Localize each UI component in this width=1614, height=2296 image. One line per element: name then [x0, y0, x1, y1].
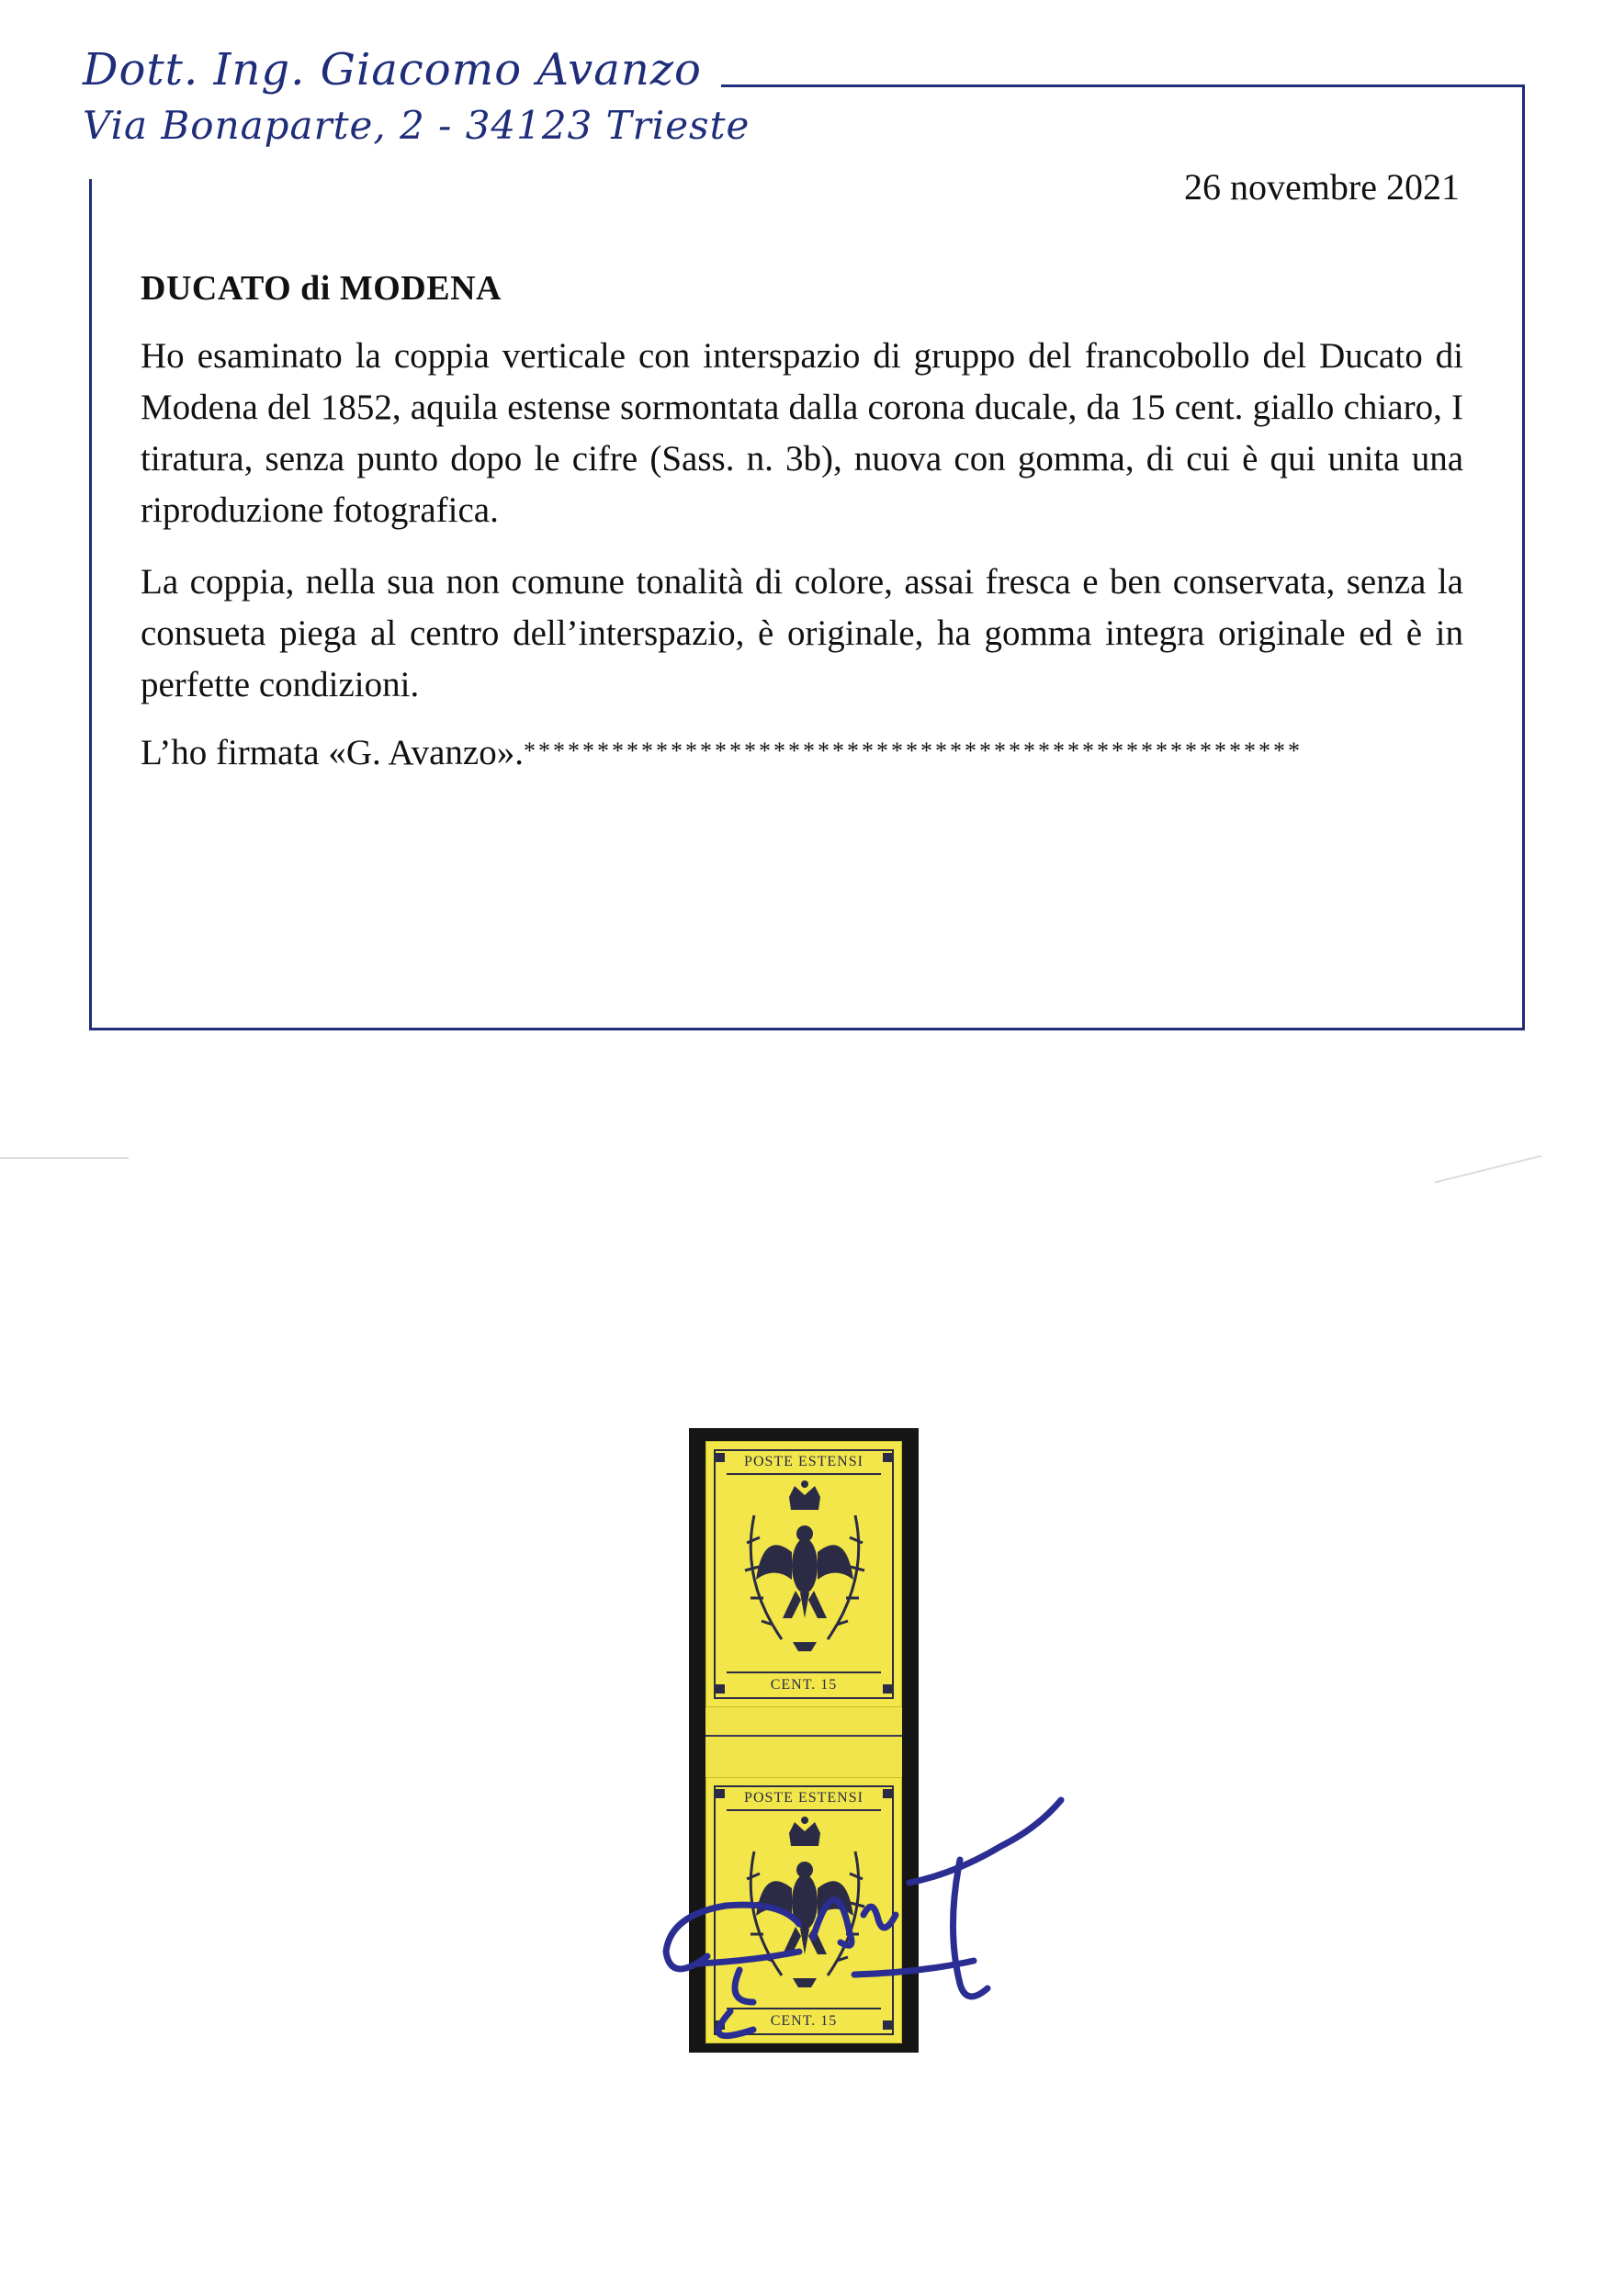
stamp-corner-ornament [716, 1453, 725, 1462]
stamp-top [705, 1441, 902, 1707]
stamp-value-label: CENT. 15 [727, 1671, 881, 1697]
stamp-corner-ornament [716, 1684, 725, 1694]
certificate-paragraph-description: Ho esaminato la coppia verticale con interspazio di gruppo del francobollo del Ducato di Modena del 1852, aquila estense sormontata dalla corona ducale, da 15 cent. giallo chiaro, I tiratura, senza punto dopo le cifre (Sass. n. 3b), nuova con gomma, di cui è qui unita una riproduzione fotografica. [141, 336, 1463, 530]
heading-word-ducato: DUCATO [141, 269, 292, 308]
letterhead-name: Dott. Ing. Giacomo Avanzo [83, 44, 702, 96]
stamp-corner-ornament [883, 1684, 892, 1694]
eagle-crown-emblem [727, 1479, 883, 1671]
gutter-line [705, 1735, 902, 1737]
stamp-corner-ornament [883, 1453, 892, 1462]
signature-note-text: L’ho firmata «G. Avanzo». [141, 733, 524, 772]
certificate-date: 26 novembre 2021 [1184, 166, 1460, 208]
heading-word-modena: MODENA [339, 269, 502, 308]
stamp-top-label: POSTE ESTENSI [727, 1787, 881, 1811]
frame-bottom-border [89, 1028, 1525, 1030]
fold-crease-left [0, 1157, 129, 1159]
certificate-heading [141, 268, 502, 309]
filler-stars: ***************************************************** [523, 737, 1303, 764]
certificate-paragraph-condition: La coppia, nella sua non comune tonalità di colore, assai fresca e ben conservata, senza la consueta piega al centro dell’interspazio, è originale, ha gomma integra originale ed è in perfette condizioni. [141, 562, 1463, 704]
frame-top-border [721, 84, 1525, 87]
stamp-top-label: POSTE ESTENSI [727, 1451, 881, 1475]
certificate-paragraph-signature-note [141, 726, 1463, 779]
handwritten-signature [643, 1754, 1084, 2066]
letterhead-address: Via Bonaparte, 2 - 34123 Trieste [83, 103, 751, 148]
frame-left-border [89, 179, 92, 1030]
heading-word-di: di [291, 269, 340, 308]
frame-right-border [1522, 84, 1525, 1030]
stamp-value-label: CENT. 15 [727, 2008, 881, 2033]
fold-crease-right [1435, 1155, 1542, 1184]
